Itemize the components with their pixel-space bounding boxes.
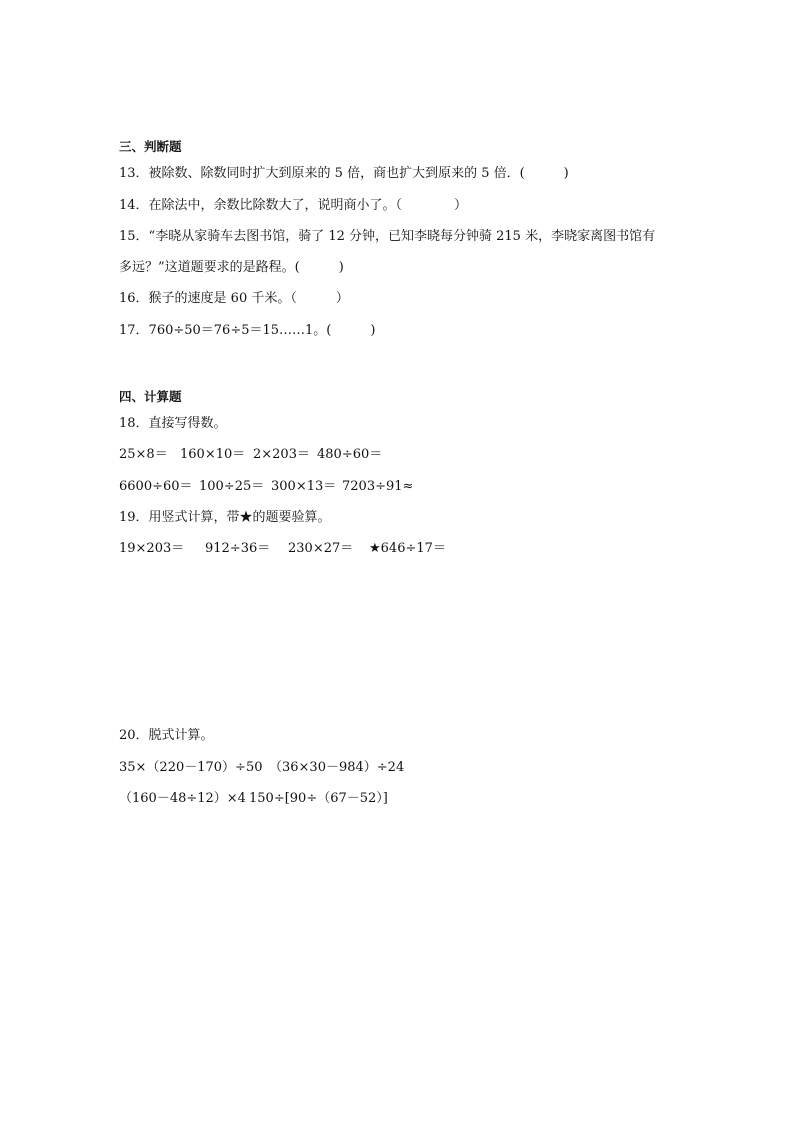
question-18-row-1 [119,446,382,464]
question-19: 19．用竖式计算，带★的题要验算。 [119,510,331,525]
expression: 7203÷91≈ [342,479,414,494]
question-15-line-2: 多远？”这道题要求的是路程。( ) [119,260,344,275]
expression: 300×13＝ [271,479,337,494]
expression: 160×10＝ [180,447,246,462]
question-17: 17．760÷50＝76÷5＝15……1。( ) [119,323,376,338]
question-18: 18．直接写得数。 [119,416,227,431]
question-15-line-1: 15．“李晓从家骑车去图书馆，骑了 12 分钟，已知李晓每分钟骑 215 米，李晓家离图书馆有 [119,229,656,244]
question-20: 20．脱式计算。 [119,728,214,743]
expression: 150÷[90÷（67－52）] [249,791,388,806]
question-18-row-2 [119,478,413,496]
expression: 480÷60＝ [317,447,383,462]
question-16: 16．猴子的速度是 60 千米。（ ） [119,291,349,306]
expression: 25×8＝ [119,447,168,462]
question-20-row-1 [119,759,404,777]
expression: 2×203＝ [253,447,310,462]
expression: （36×30－984）÷24 [269,760,405,775]
expression: ★646÷17＝ [369,541,446,556]
expression: 6600÷60＝ [119,479,193,494]
expression: 19×203＝ [119,541,185,556]
question-19-row [119,540,446,558]
section-3-heading: 三、判断题 [119,139,182,154]
question-14: 14．在除法中，余数比除数大了，说明商小了。（ ） [119,198,468,213]
question-20-row-2 [119,790,388,808]
section-4-heading: 四、计算题 [119,389,182,404]
question-13: 13．被除数、除数同时扩大到原来的 5 倍，商也扩大到原来的 5 倍．( ) [119,166,569,181]
expression: （160－48÷12）×4 [119,791,246,806]
expression: 912÷36＝ [205,541,271,556]
expression: 230×27＝ [288,541,354,556]
expression: 35×（220－170）÷50 [119,760,263,775]
expression: 100÷25＝ [199,479,265,494]
